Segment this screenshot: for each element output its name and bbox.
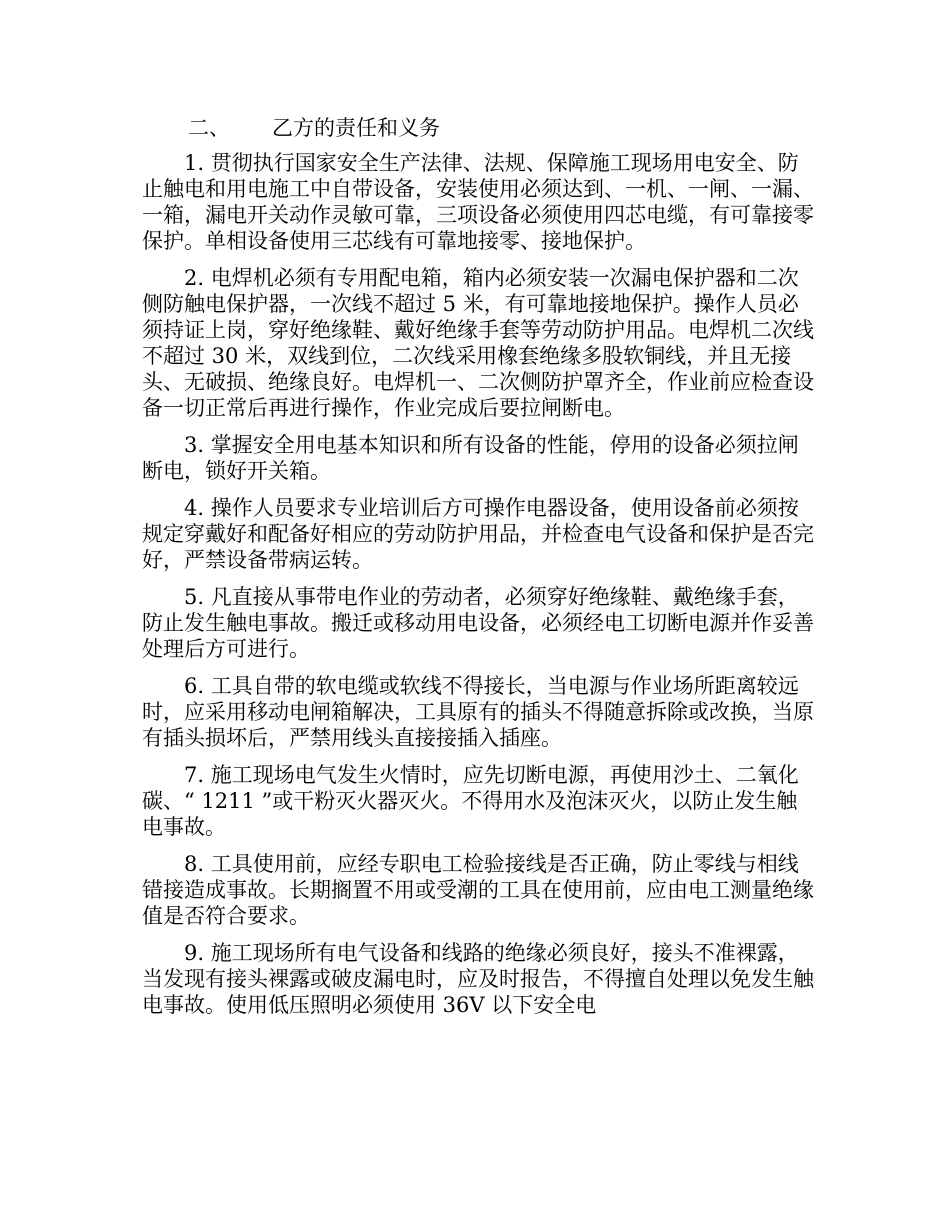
- paragraph-3: 3. 掌握安全用电基本知识和所有设备的性能，停用的设备必须拉闸断电，锁好开关箱。: [142, 433, 799, 483]
- paragraph-4: 4. 操作人员要求专业培训后方可操作电器设备，使用设备前必须按规定穿戴好和配备好相应的劳动防护用品，并检查电气设备和保护是否完好，严禁设备带病运转。: [142, 496, 814, 572]
- section-title: 乙方的责任和义务: [272, 116, 440, 140]
- paragraph-8: 8. 工具使用前，应经专职电工检验接线是否正确，防止零线与相线错接造成事故。长期搁置不用或受潮的工具在使用前，应由电工测量绝缘值是否符合要求。: [142, 852, 814, 928]
- paragraph-1: 1. 贯彻执行国家安全生产法律、法规、保障施工现场用电安全、防止触电和用电施工中自带设备，安装使用必须达到、一机、一闸、一漏、一箱，漏电开关动作灵敏可靠，三项设备必须使用四芯电缆，有可靠接零保护。单相设备使用三芯线有可靠地接零、接地保护。: [142, 151, 814, 253]
- paragraph-5: 5. 凡直接从事带电作业的劳动者，必须穿好绝缘鞋、戴绝缘手套，防止发生触电事故。搬迁或移动用电设备，必须经电工切断电源并作妥善处理后方可进行。: [142, 585, 814, 661]
- paragraph-7: 7. 施工现场电气发生火情时，应先切断电源，再使用沙土、二氧化碳、“ 1211 ”或干粉灭火器灭火。不得用水及泡沫灭火，以防止发生触电事故。: [142, 763, 799, 839]
- section-number: 二、: [188, 116, 230, 140]
- paragraph-6: 6. 工具自带的软电缆或软线不得接长，当电源与作业场所距离较远时，应采用移动电闸箱解决，工具原有的插头不得随意拆除或改换，当原有插头损坏后，严禁用线头直接接插入插座。: [142, 674, 814, 750]
- document-body: [142, 150, 814, 1029]
- paragraph-9: 9. 施工现场所有电气设备和线路的绝缘必须良好，接头不准裸露，当发现有接头裸露或破皮漏电时，应及时报告，不得擅自处理以免发生触电事故。使用低压照明必须使用 36V 以下安全电: [142, 941, 814, 1017]
- section-heading: [188, 114, 440, 142]
- paragraph-2: 2. 电焊机必须有专用配电箱，箱内必须安装一次漏电保护器和二次侧防触电保护器，一次线不超过 5 米，有可靠地接地保护。操作人员必须持证上岗，穿好绝缘鞋、戴好绝缘手套等劳动防护用品。电焊机二次线不超过 30 米，双线到位，二次线采用橡套绝缘多股软铜线，并且无接头、无破损、绝缘良好。电焊机一、二次侧防护罩齐全，作业前应检查设备一切正常后再进行操作，作业完成后要拉闸断电。: [142, 266, 814, 420]
